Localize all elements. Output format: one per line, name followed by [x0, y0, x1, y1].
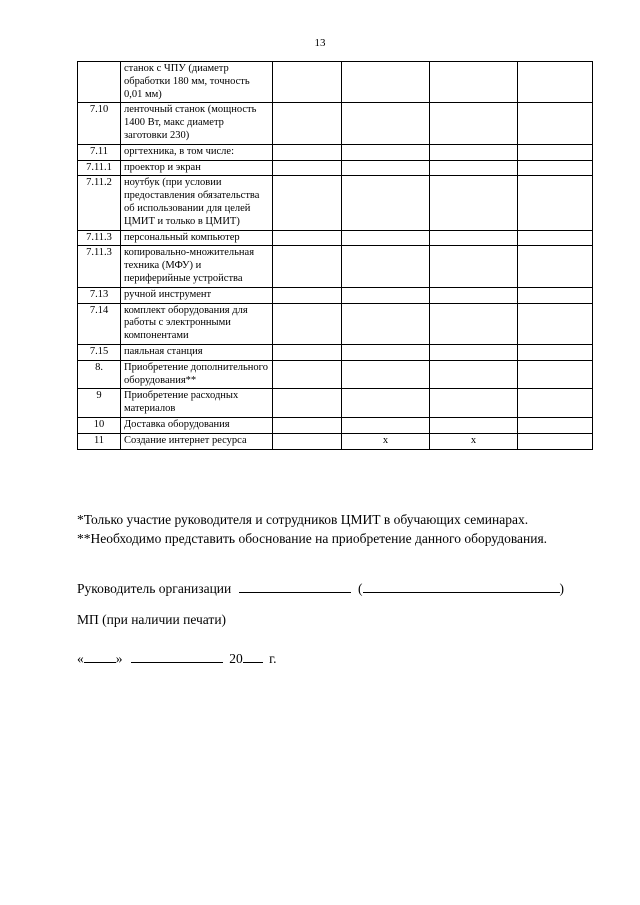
- column-3-cell: [273, 389, 342, 418]
- row-number-cell: 7.11.1: [78, 160, 121, 176]
- column-6-cell: [518, 433, 593, 449]
- column-5-cell: [430, 287, 518, 303]
- month-blank: [131, 648, 223, 663]
- column-4-cell: [342, 176, 430, 230]
- column-4-cell: [342, 344, 430, 360]
- row-number-cell: 7.14: [78, 303, 121, 344]
- quote-close: »: [115, 651, 123, 666]
- table-row: [78, 176, 593, 230]
- column-6-cell: [518, 303, 593, 344]
- item-name-cell: копировально-множительная техника (МФУ) и периферийные устройства: [121, 246, 273, 287]
- column-6-cell: [518, 287, 593, 303]
- column-3-cell: [273, 160, 342, 176]
- budget-table: [77, 61, 593, 450]
- column-6-cell: [518, 417, 593, 433]
- table-row: [78, 344, 593, 360]
- column-4-cell: x: [342, 433, 430, 449]
- row-number-cell: 7.11.3: [78, 246, 121, 287]
- table-row: [78, 230, 593, 246]
- column-5-cell: [430, 176, 518, 230]
- column-4-cell: [342, 389, 430, 418]
- column-4-cell: [342, 144, 430, 160]
- column-6-cell: [518, 62, 593, 103]
- column-3-cell: [273, 344, 342, 360]
- column-5-cell: [430, 160, 518, 176]
- item-name-cell: паяльная станция: [121, 344, 273, 360]
- column-6-cell: [518, 344, 593, 360]
- head-signature-line: [77, 578, 564, 597]
- column-6-cell: [518, 230, 593, 246]
- column-3-cell: [273, 287, 342, 303]
- column-6-cell: [518, 144, 593, 160]
- stamp-line: МП (при наличии печати): [77, 612, 227, 627]
- item-name-cell: Создание интернет ресурса: [121, 433, 273, 449]
- item-name-cell: проектор и экран: [121, 160, 273, 176]
- column-6-cell: [518, 246, 593, 287]
- column-6-cell: [518, 389, 593, 418]
- item-name-cell: Приобретение расходных материалов: [121, 389, 273, 418]
- column-4-cell: [342, 103, 430, 144]
- column-4-cell: [342, 360, 430, 389]
- table-row: [78, 144, 593, 160]
- column-3-cell: [273, 144, 342, 160]
- column-3-cell: [273, 230, 342, 246]
- table-row: [78, 246, 593, 287]
- table-row: [78, 360, 593, 389]
- column-3-cell: [273, 62, 342, 103]
- column-6-cell: [518, 103, 593, 144]
- signature-blank: [239, 578, 351, 593]
- row-number-cell: 10: [78, 417, 121, 433]
- row-number-cell: 7.11: [78, 144, 121, 160]
- row-number-cell: [78, 62, 121, 103]
- column-5-cell: [430, 389, 518, 418]
- table-row: [78, 433, 593, 449]
- column-5-cell: [430, 303, 518, 344]
- column-3-cell: [273, 246, 342, 287]
- column-3-cell: [273, 176, 342, 230]
- column-5-cell: [430, 230, 518, 246]
- column-5-cell: [430, 62, 518, 103]
- column-3-cell: [273, 360, 342, 389]
- head-label: Руководитель организации: [77, 581, 232, 596]
- column-6-cell: [518, 160, 593, 176]
- column-3-cell: [273, 103, 342, 144]
- year-suffix: г.: [269, 651, 277, 666]
- column-3-cell: [273, 303, 342, 344]
- column-4-cell: [342, 246, 430, 287]
- column-5-cell: [430, 103, 518, 144]
- item-name-cell: ноутбук (при условии предоставления обязательства об использовании для целей ЦМИТ и только в ЦМИТ): [121, 176, 273, 230]
- footnotes: [77, 510, 617, 548]
- column-3-cell: [273, 417, 342, 433]
- year-prefix: 20: [229, 651, 243, 666]
- column-4-cell: [342, 287, 430, 303]
- column-4-cell: [342, 230, 430, 246]
- paren-close: ): [559, 581, 565, 596]
- item-name-cell: персональный компьютер: [121, 230, 273, 246]
- column-3-cell: [273, 433, 342, 449]
- row-number-cell: 11: [78, 433, 121, 449]
- column-5-cell: x: [430, 433, 518, 449]
- quote-open: «: [77, 651, 84, 666]
- column-4-cell: [342, 160, 430, 176]
- table-row: [78, 417, 593, 433]
- item-name-cell: ручной инструмент: [121, 287, 273, 303]
- column-4-cell: [342, 303, 430, 344]
- row-number-cell: 7.13: [78, 287, 121, 303]
- item-name-cell: Приобретение дополнительного оборудования**: [121, 360, 273, 389]
- column-4-cell: [342, 417, 430, 433]
- column-5-cell: [430, 246, 518, 287]
- table-row: [78, 287, 593, 303]
- row-number-cell: 8.: [78, 360, 121, 389]
- footnote-2: **Необходимо представить обоснование на приобретение данного оборудования.: [77, 531, 548, 546]
- table-row: [78, 303, 593, 344]
- paren-open: (: [358, 581, 363, 596]
- item-name-cell: Доставка оборудования: [121, 417, 273, 433]
- name-blank: [363, 578, 560, 593]
- column-4-cell: [342, 62, 430, 103]
- day-blank: [84, 648, 116, 663]
- row-number-cell: 7.11.2: [78, 176, 121, 230]
- page-number: 13: [314, 37, 326, 49]
- table-body: [78, 62, 593, 450]
- column-5-cell: [430, 144, 518, 160]
- row-number-cell: 9: [78, 389, 121, 418]
- item-name-cell: комплект оборудования для работы с электронными компонентами: [121, 303, 273, 344]
- date-line: [77, 648, 277, 667]
- item-name-cell: ленточный станок (мощность 1400 Вт, макс диаметр заготовки 230): [121, 103, 273, 144]
- row-number-cell: 7.10: [78, 103, 121, 144]
- column-5-cell: [430, 417, 518, 433]
- item-name-cell: станок с ЧПУ (диаметр обработки 180 мм, точность 0,01 мм): [121, 62, 273, 103]
- row-number-cell: 7.11.3: [78, 230, 121, 246]
- column-5-cell: [430, 360, 518, 389]
- year-blank: [243, 648, 263, 663]
- table-row: [78, 389, 593, 418]
- table-row: [78, 62, 593, 103]
- row-number-cell: 7.15: [78, 344, 121, 360]
- column-6-cell: [518, 360, 593, 389]
- table-row: [78, 103, 593, 144]
- table-row: [78, 160, 593, 176]
- column-5-cell: [430, 344, 518, 360]
- column-6-cell: [518, 176, 593, 230]
- item-name-cell: оргтехника, в том числе:: [121, 144, 273, 160]
- footnote-1: *Только участие руководителя и сотрудников ЦМИТ в обучающих семинарах.: [77, 512, 529, 527]
